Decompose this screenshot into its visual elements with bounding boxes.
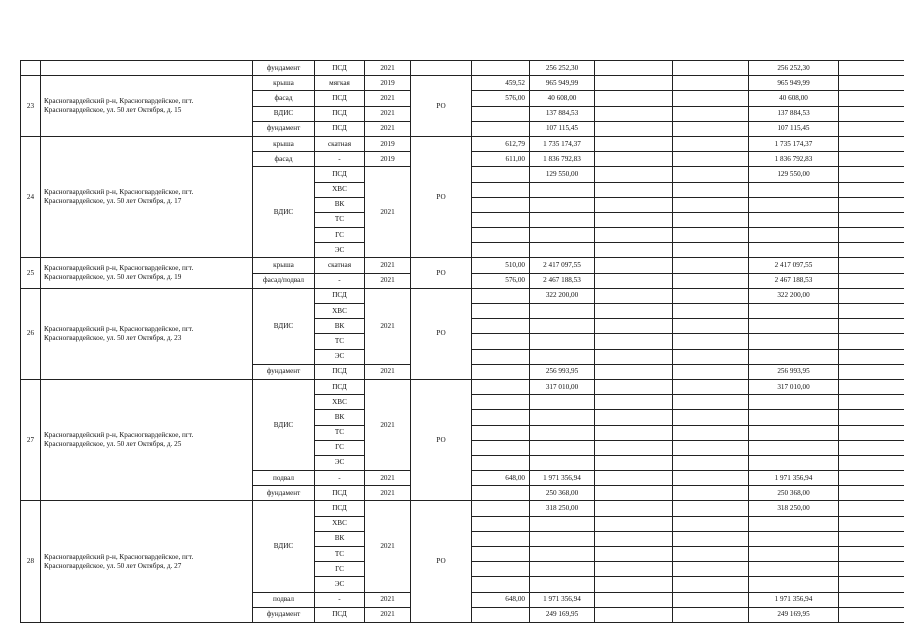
total-cell: 965 949,99: [749, 76, 839, 91]
year-cell: 2021: [365, 167, 411, 258]
type-cell: мягкая: [315, 76, 365, 91]
row-number: 25: [21, 258, 41, 288]
element-cell: крыша: [253, 136, 315, 151]
row-number: 28: [21, 501, 41, 623]
type-cell: ГС: [315, 562, 365, 577]
address-cell: Красногвардейский р-н, Красногвардейское, пгт. Красногвардейское, ул. 50 лет Октября, д. 27: [41, 501, 253, 623]
table-row: [21, 76, 904, 91]
total-cell: 107 115,45: [749, 121, 839, 136]
area-cell: 612,79: [472, 136, 530, 151]
cost-cell: 249 169,95: [530, 607, 595, 622]
element-cell: фундамент: [253, 364, 315, 379]
element-cell: ВДИС: [253, 379, 315, 470]
cost-cell: 318 250,00: [530, 501, 595, 516]
cost-cell: 317 010,00: [530, 379, 595, 394]
year-cell: 2021: [365, 273, 411, 288]
type-cell: ПСД: [315, 61, 365, 76]
type-cell: ПСД: [315, 121, 365, 136]
total-cell: 1 735 174,37: [749, 136, 839, 151]
element-cell: фундамент: [253, 607, 315, 622]
type-cell: -: [315, 273, 365, 288]
cost-cell: 2 467 188,53: [530, 273, 595, 288]
type-cell: ВК: [315, 319, 365, 334]
total-cell: 250 368,00: [749, 486, 839, 501]
element-cell: фасад/подвал: [253, 273, 315, 288]
year-cell: 2021: [365, 61, 411, 76]
type-cell: ВК: [315, 410, 365, 425]
year-cell: 2021: [365, 486, 411, 501]
type-cell: -: [315, 592, 365, 607]
cost-cell: 1 971 356,94: [530, 471, 595, 486]
cost-cell: 2 417 097,55: [530, 258, 595, 273]
area-cell: 576,00: [472, 91, 530, 106]
total-cell: 137 884,53: [749, 106, 839, 121]
type-cell: ПСД: [315, 91, 365, 106]
type-cell: ХВС: [315, 516, 365, 531]
total-cell: 322 200,00: [749, 288, 839, 303]
element-cell: ВДИС: [253, 167, 315, 258]
type-cell: ТС: [315, 334, 365, 349]
cost-cell: 250 368,00: [530, 486, 595, 501]
year-cell: 2021: [365, 607, 411, 622]
ro-cell: РО: [411, 76, 472, 137]
address-cell: Красногвардейский р-н, Красногвардейское, пгт. Красногвардейское, ул. 50 лет Октября, д. 15: [41, 76, 253, 137]
type-cell: скатная: [315, 136, 365, 151]
table-row: [21, 258, 904, 273]
cost-cell: 322 200,00: [530, 288, 595, 303]
row-number: 26: [21, 288, 41, 379]
type-cell: ВК: [315, 197, 365, 212]
table-row: [21, 379, 904, 394]
area-cell: 510,00: [472, 258, 530, 273]
element-cell: крыша: [253, 258, 315, 273]
year-cell: 2021: [365, 288, 411, 364]
total-cell: 1 971 356,94: [749, 592, 839, 607]
year-cell: 2021: [365, 501, 411, 592]
cost-cell: 40 608,00: [530, 91, 595, 106]
year-cell: 2021: [365, 592, 411, 607]
table-row: [21, 136, 904, 151]
row-number: 24: [21, 136, 41, 258]
type-cell: ЭС: [315, 577, 365, 592]
type-cell: ТС: [315, 547, 365, 562]
address-cell: Красногвардейский р-н, Красногвардейское, пгт. Красногвардейское, ул. 50 лет Октября, д. 19: [41, 258, 253, 288]
type-cell: ЭС: [315, 243, 365, 258]
type-cell: ЭС: [315, 455, 365, 470]
cost-cell: 256 252,30: [530, 61, 595, 76]
type-cell: ПСД: [315, 167, 365, 182]
cost-cell: 137 884,53: [530, 106, 595, 121]
year-cell: 2019: [365, 76, 411, 91]
element-cell: подвал: [253, 471, 315, 486]
year-cell: 2021: [365, 106, 411, 121]
element-cell: ВДИС: [253, 501, 315, 592]
total-cell: 2 467 188,53: [749, 273, 839, 288]
repair-schedule-sheet: [20, 60, 880, 619]
ro-cell: РО: [411, 288, 472, 379]
area-cell: 576,00: [472, 273, 530, 288]
year-cell: 2021: [365, 258, 411, 273]
type-cell: ХВС: [315, 304, 365, 319]
type-cell: ГС: [315, 228, 365, 243]
cost-cell: 129 550,00: [530, 167, 595, 182]
element-cell: фундамент: [253, 61, 315, 76]
cost-cell: 1 971 356,94: [530, 592, 595, 607]
year-cell: 2021: [365, 471, 411, 486]
type-cell: ГС: [315, 440, 365, 455]
element-cell: фасад: [253, 152, 315, 167]
address-cell: Красногвардейский р-н, Красногвардейское, пгт. Красногвардейское, ул. 50 лет Октября, д. 17: [41, 136, 253, 258]
type-cell: ПСД: [315, 364, 365, 379]
row-number: 27: [21, 379, 41, 501]
area-cell: 611,00: [472, 152, 530, 167]
type-cell: ПСД: [315, 501, 365, 516]
type-cell: ТС: [315, 425, 365, 440]
element-cell: ВДИС: [253, 106, 315, 121]
year-cell: 2019: [365, 152, 411, 167]
cost-cell: 965 949,99: [530, 76, 595, 91]
type-cell: -: [315, 152, 365, 167]
type-cell: скатная: [315, 258, 365, 273]
total-cell: 40 608,00: [749, 91, 839, 106]
address-cell: Красногвардейский р-н, Красногвардейское, пгт. Красногвардейское, ул. 50 лет Октября, д. 25: [41, 379, 253, 501]
total-cell: 129 550,00: [749, 167, 839, 182]
year-cell: 2019: [365, 136, 411, 151]
year-cell: 2021: [365, 379, 411, 470]
table-row: [21, 61, 904, 76]
year-cell: 2021: [365, 121, 411, 136]
year-cell: 2021: [365, 91, 411, 106]
cost-cell: 256 993,95: [530, 364, 595, 379]
cost-cell: 1 836 792,83: [530, 152, 595, 167]
area-cell: 648,00: [472, 592, 530, 607]
total-cell: 2 417 097,55: [749, 258, 839, 273]
total-cell: 1 836 792,83: [749, 152, 839, 167]
area-cell: 648,00: [472, 471, 530, 486]
repair-schedule-table: [20, 60, 904, 623]
type-cell: -: [315, 471, 365, 486]
element-cell: фундамент: [253, 121, 315, 136]
type-cell: ТС: [315, 212, 365, 227]
type-cell: ПСД: [315, 486, 365, 501]
area-cell: 459,52: [472, 76, 530, 91]
total-cell: 318 250,00: [749, 501, 839, 516]
total-cell: 249 169,95: [749, 607, 839, 622]
type-cell: ПСД: [315, 607, 365, 622]
ro-cell: РО: [411, 501, 472, 623]
type-cell: ПСД: [315, 288, 365, 303]
address-cell: Красногвардейский р-н, Красногвардейское, пгт. Красногвардейское, ул. 50 лет Октября, д. 23: [41, 288, 253, 379]
element-cell: фундамент: [253, 486, 315, 501]
total-cell: 317 010,00: [749, 379, 839, 394]
element-cell: ВДИС: [253, 288, 315, 364]
type-cell: ПСД: [315, 106, 365, 121]
total-cell: 256 993,95: [749, 364, 839, 379]
element-cell: фасад: [253, 91, 315, 106]
total-cell: 1 971 356,94: [749, 471, 839, 486]
cost-cell: 1 735 174,37: [530, 136, 595, 151]
ro-cell: РО: [411, 258, 472, 288]
table-row: [21, 501, 904, 516]
cost-cell: 107 115,45: [530, 121, 595, 136]
element-cell: подвал: [253, 592, 315, 607]
table-row: [21, 288, 904, 303]
type-cell: ХВС: [315, 395, 365, 410]
row-number: 23: [21, 76, 41, 137]
year-cell: 2021: [365, 364, 411, 379]
element-cell: крыша: [253, 76, 315, 91]
type-cell: ВК: [315, 531, 365, 546]
ro-cell: РО: [411, 379, 472, 501]
type-cell: ПСД: [315, 379, 365, 394]
total-cell: 256 252,30: [749, 61, 839, 76]
type-cell: ЭС: [315, 349, 365, 364]
ro-cell: РО: [411, 136, 472, 258]
type-cell: ХВС: [315, 182, 365, 197]
